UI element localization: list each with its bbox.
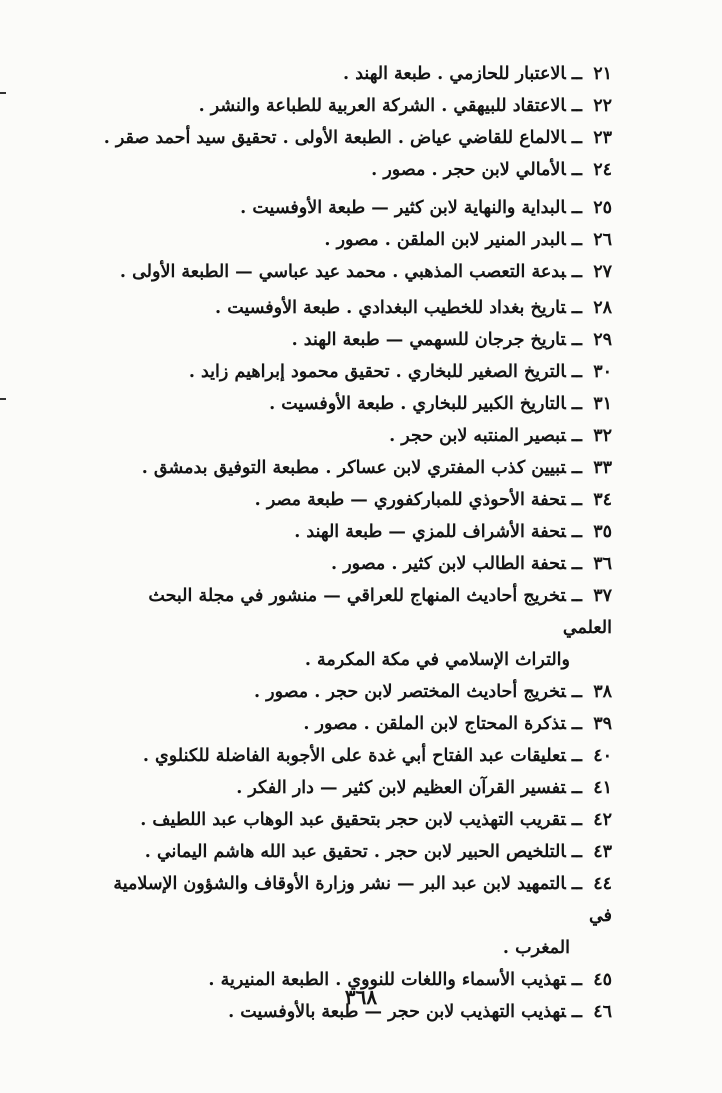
entry-text: الأمالي لابن حجر . مصور . (371, 160, 566, 180)
entry-text: الاعتبار للحازمي . طبعة الهند . (343, 64, 566, 84)
bibliography-list (103, 58, 612, 1028)
entry-number: ٢٢ (593, 96, 612, 116)
entry-dash: ــ (571, 262, 582, 282)
entry-text: تاريخ جرجان للسهمي — طبعة الهند . (291, 330, 566, 350)
page-number: ٣٦٨ (344, 985, 378, 1009)
entry-number: ٢٧ (593, 262, 612, 282)
entry-number: ٢٥ (593, 198, 612, 218)
bibliography-entry (112, 836, 612, 868)
entry-dash: ــ (571, 160, 582, 180)
bibliography-entry (112, 90, 612, 122)
entry-text: تذكرة المحتاج لابن الملقن . مصور . (303, 714, 566, 734)
entry-number: ٣٣ (593, 458, 612, 478)
entry-dash: ــ (571, 554, 582, 574)
entry-number: ٣٨ (593, 682, 612, 702)
bibliography-entry (112, 516, 612, 548)
entry-dash: ــ (571, 970, 582, 990)
bibliography-entry (112, 868, 612, 964)
entry-text: التلخيص الحبير لابن حجر . تحقيق عبد الله هاشم اليماني . (144, 842, 566, 862)
bibliography-entry (112, 224, 612, 256)
bibliography-entry (112, 58, 612, 90)
entry-number: ٤٥ (593, 970, 612, 990)
bibliography-entry (112, 256, 612, 288)
entry-number: ٢٨ (593, 298, 612, 318)
entry-number: ٣٤ (593, 490, 612, 510)
entry-dash: ــ (571, 714, 582, 734)
scan-edge-mark (0, 92, 6, 94)
bibliography-entry (112, 740, 612, 772)
entry-dash: ــ (571, 490, 582, 510)
entry-number: ٢٣ (593, 128, 612, 148)
entry-number: ٣٩ (593, 714, 612, 734)
entry-dash: ــ (571, 778, 582, 798)
entry-continuation: والتراث الإسلامي في مكة المكرمة . (304, 650, 570, 670)
entry-dash: ــ (571, 362, 582, 382)
entry-dash: ــ (571, 96, 582, 116)
entry-dash: ــ (571, 874, 582, 894)
entry-continuation: المغرب . (502, 938, 570, 958)
entry-text: تخريج أحاديث المنهاج للعراقي — منشور في مجلة البحث العلمي (148, 586, 612, 638)
entry-number: ٣٠ (593, 362, 612, 382)
entry-text: تبصير المنتبه لابن حجر . (389, 426, 566, 446)
bibliography-entry (112, 452, 612, 484)
bibliography-entry (112, 388, 612, 420)
bibliography-entry (112, 676, 612, 708)
entry-text: تهذيب التهذيب لابن حجر — طبعة بالأوفسيت . (228, 1002, 566, 1022)
bibliography-entry (112, 580, 612, 676)
entry-number: ٢٩ (593, 330, 612, 350)
entry-dash: ــ (571, 522, 582, 542)
bibliography-entry (112, 772, 612, 804)
entry-text: تهذيب الأسماء واللغات للنووي . الطبعة المنيرية . (208, 970, 566, 990)
entry-text: تفسير القرآن العظيم لابن كثير — دار الفكر . (236, 778, 566, 798)
bibliography-entry (112, 324, 612, 356)
entry-number: ٤٤ (593, 874, 612, 894)
entry-text: التاريخ الكبير للبخاري . طبعة الأوفسيت . (269, 394, 566, 414)
entry-dash: ــ (571, 746, 582, 766)
bibliography-entry (112, 804, 612, 836)
entry-text: البداية والنهاية لابن كثير — طبعة الأوفسيت . (240, 198, 566, 218)
entry-text: تخريج أحاديث المختصر لابن حجر . مصور . (253, 682, 566, 702)
entry-text: الالماع للقاضي عياض . الطبعة الأولى . تحقيق سيد أحمد صقر . (103, 128, 566, 148)
entry-number: ٣٥ (593, 522, 612, 542)
entry-number: ٢٤ (593, 160, 612, 180)
entry-dash: ــ (571, 128, 582, 148)
entry-number: ٤٠ (593, 746, 612, 766)
entry-text: الاعتقاد للبيهقي . الشركة العربية للطباعة والنشر . (198, 96, 566, 116)
entry-text: البدر المنير لابن الملقن . مصور . (324, 230, 566, 250)
entry-number: ٣٧ (593, 586, 612, 606)
entry-dash: ــ (571, 230, 582, 250)
bibliography-entry (112, 708, 612, 740)
entry-text: تبيين كذب المفتري لابن عساكر . مطبعة التوفيق بدمشق . (141, 458, 566, 478)
entry-number: ٣٦ (593, 554, 612, 574)
entry-dash: ــ (571, 1002, 582, 1022)
bibliography-entry (112, 356, 612, 388)
entry-dash: ــ (571, 298, 582, 318)
entry-number: ٤٢ (593, 810, 612, 830)
entry-number: ٣٢ (593, 426, 612, 446)
entry-text: تقريب التهذيب لابن حجر بتحقيق عبد الوهاب عبد اللطيف . (140, 810, 566, 830)
bibliography-entry (112, 420, 612, 452)
entry-dash: ــ (571, 64, 582, 84)
bibliography-entry (112, 548, 612, 580)
bibliography-entry (112, 192, 612, 224)
entry-number: ٢٦ (593, 230, 612, 250)
entry-number: ٤٣ (593, 842, 612, 862)
entry-dash: ــ (571, 586, 582, 606)
entry-dash: ــ (571, 682, 582, 702)
entry-dash: ــ (571, 810, 582, 830)
bibliography-entry (112, 154, 612, 186)
entry-number: ٣١ (593, 394, 612, 414)
scan-edge-mark (0, 398, 6, 400)
bibliography-entry (112, 292, 612, 324)
bibliography-entry (112, 484, 612, 516)
entry-text: تحفة الأشراف للمزي — طبعة الهند . (294, 522, 566, 542)
entry-dash: ــ (571, 198, 582, 218)
entry-dash: ــ (571, 330, 582, 350)
entry-text: تحفة الطالب لابن كثير . مصور . (331, 554, 566, 574)
bibliography-entry (103, 122, 612, 154)
entry-text: بدعة التعصب المذهبي . محمد عيد عباسي — الطبعة الأولى . (119, 262, 566, 282)
entry-text: التمهيد لابن عبد البر — نشر وزارة الأوقاف والشؤون الإسلامية في (113, 874, 612, 926)
entry-dash: ــ (571, 394, 582, 414)
entry-dash: ــ (571, 458, 582, 478)
entry-dash: ــ (571, 842, 582, 862)
entry-text: تاريخ بغداد للخطيب البغدادي . طبعة الأوفسيت . (215, 298, 566, 318)
entry-text: تعليقات عبد الفتاح أبي غدة على الأجوبة الفاضلة للكنلوي . (142, 746, 566, 766)
entry-number: ٢١ (593, 64, 612, 84)
entry-number: ٤٦ (593, 1002, 612, 1022)
entry-text: تحفة الأحوذي للمباركفوري — طبعة مصر . (254, 490, 566, 510)
entry-dash: ــ (571, 426, 582, 446)
entry-text: التريخ الصغير للبخاري . تحقيق محمود إبراهيم زايد . (188, 362, 566, 382)
entry-number: ٤١ (593, 778, 612, 798)
